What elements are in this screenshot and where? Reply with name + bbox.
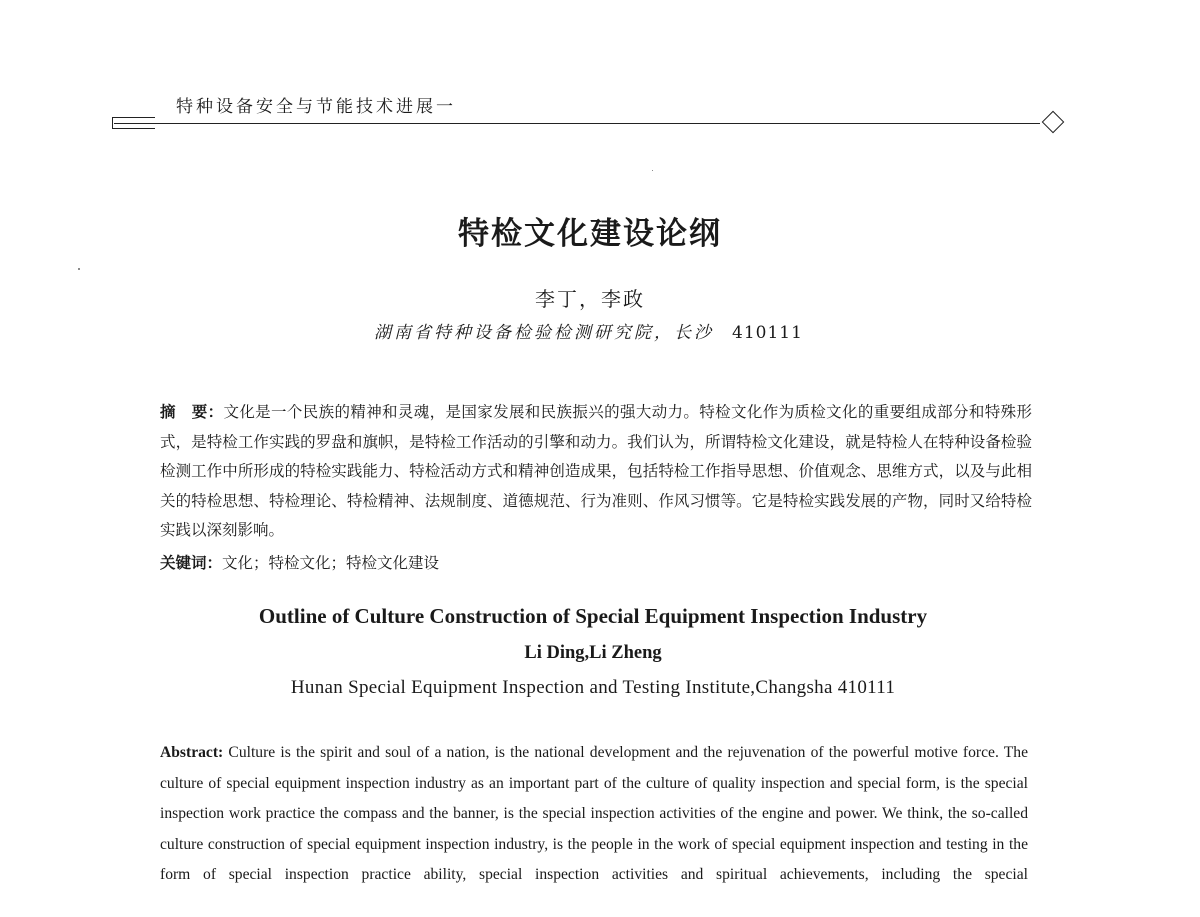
keywords-cn-label: 关键词： <box>160 554 223 572</box>
diamond-icon <box>1042 111 1065 134</box>
paper-title-cn: 特检文化建设论纲 <box>458 216 722 252</box>
affiliation-cn-text: 湖南省特种设备检验检测研究院，长沙 <box>374 323 714 343</box>
running-header: 特种设备安全与节能技术进展一 <box>176 97 456 117</box>
keywords-cn <box>160 551 439 573</box>
authors-en: Li Ding,Li Zheng <box>524 643 662 663</box>
affiliation-cn <box>374 318 803 343</box>
authors-cn: 李丁，李政 <box>535 287 645 311</box>
scan-speck <box>652 170 653 171</box>
keywords-cn-text: 文化；特检文化；特检文化建设 <box>222 554 440 572</box>
abstract-en <box>160 738 1028 891</box>
abstract-cn-text: 文化是一个民族的精神和灵魂，是国家发展和民族振兴的强大动力。特检文化作为质检文化的重要组成部分和特殊形式，是特检工作实践的罗盘和旗帜，是特检工作活动的引擎和动力。我们认为，所谓特检文化建设，就是特检人在特种设备检验检测工作中所形成的特检实践能力、特检活动方式和精神创造成果，包括特检工作指导思想、价值观念、思维方式，以及与此相关的特检思想、特检理论、特检精神、法规制度、道德规范、行为准则、作风习惯等。它是特检实践发展的产物，同时又给特检实践以深刻影响。 <box>160 403 1032 539</box>
affiliation-en: Hunan Special Equipment Inspection and Testing Institute,Changsha 410111 <box>290 677 896 698</box>
abstract-cn <box>160 398 1032 546</box>
header-rule <box>114 123 1040 124</box>
abstract-cn-label: 摘 要： <box>160 403 224 421</box>
abstract-en-text: Culture is the spirit and soul of a nation, is the national development and the rejuvenation of the powerful motive force. The culture of special equipment inspection industry as an important part of the culture of quality inspection and special form, is the special inspection work practice the compass and the banner, is the special inspection activities of the engine and power. We think, the so-called culture construction of special equipment inspection industry, is the people in the work of special equipment inspection and testing in the form of special inspection practice ability, special inspection activities and spiritual achievements, including the special <box>160 744 1028 883</box>
scan-speck <box>78 268 80 270</box>
affiliation-cn-postcode: 410111 <box>732 323 803 343</box>
abstract-en-label: Abstract: <box>160 744 224 761</box>
paper-title-en: Outline of Culture Construction of Special Equipment Inspection Industry <box>258 604 928 628</box>
